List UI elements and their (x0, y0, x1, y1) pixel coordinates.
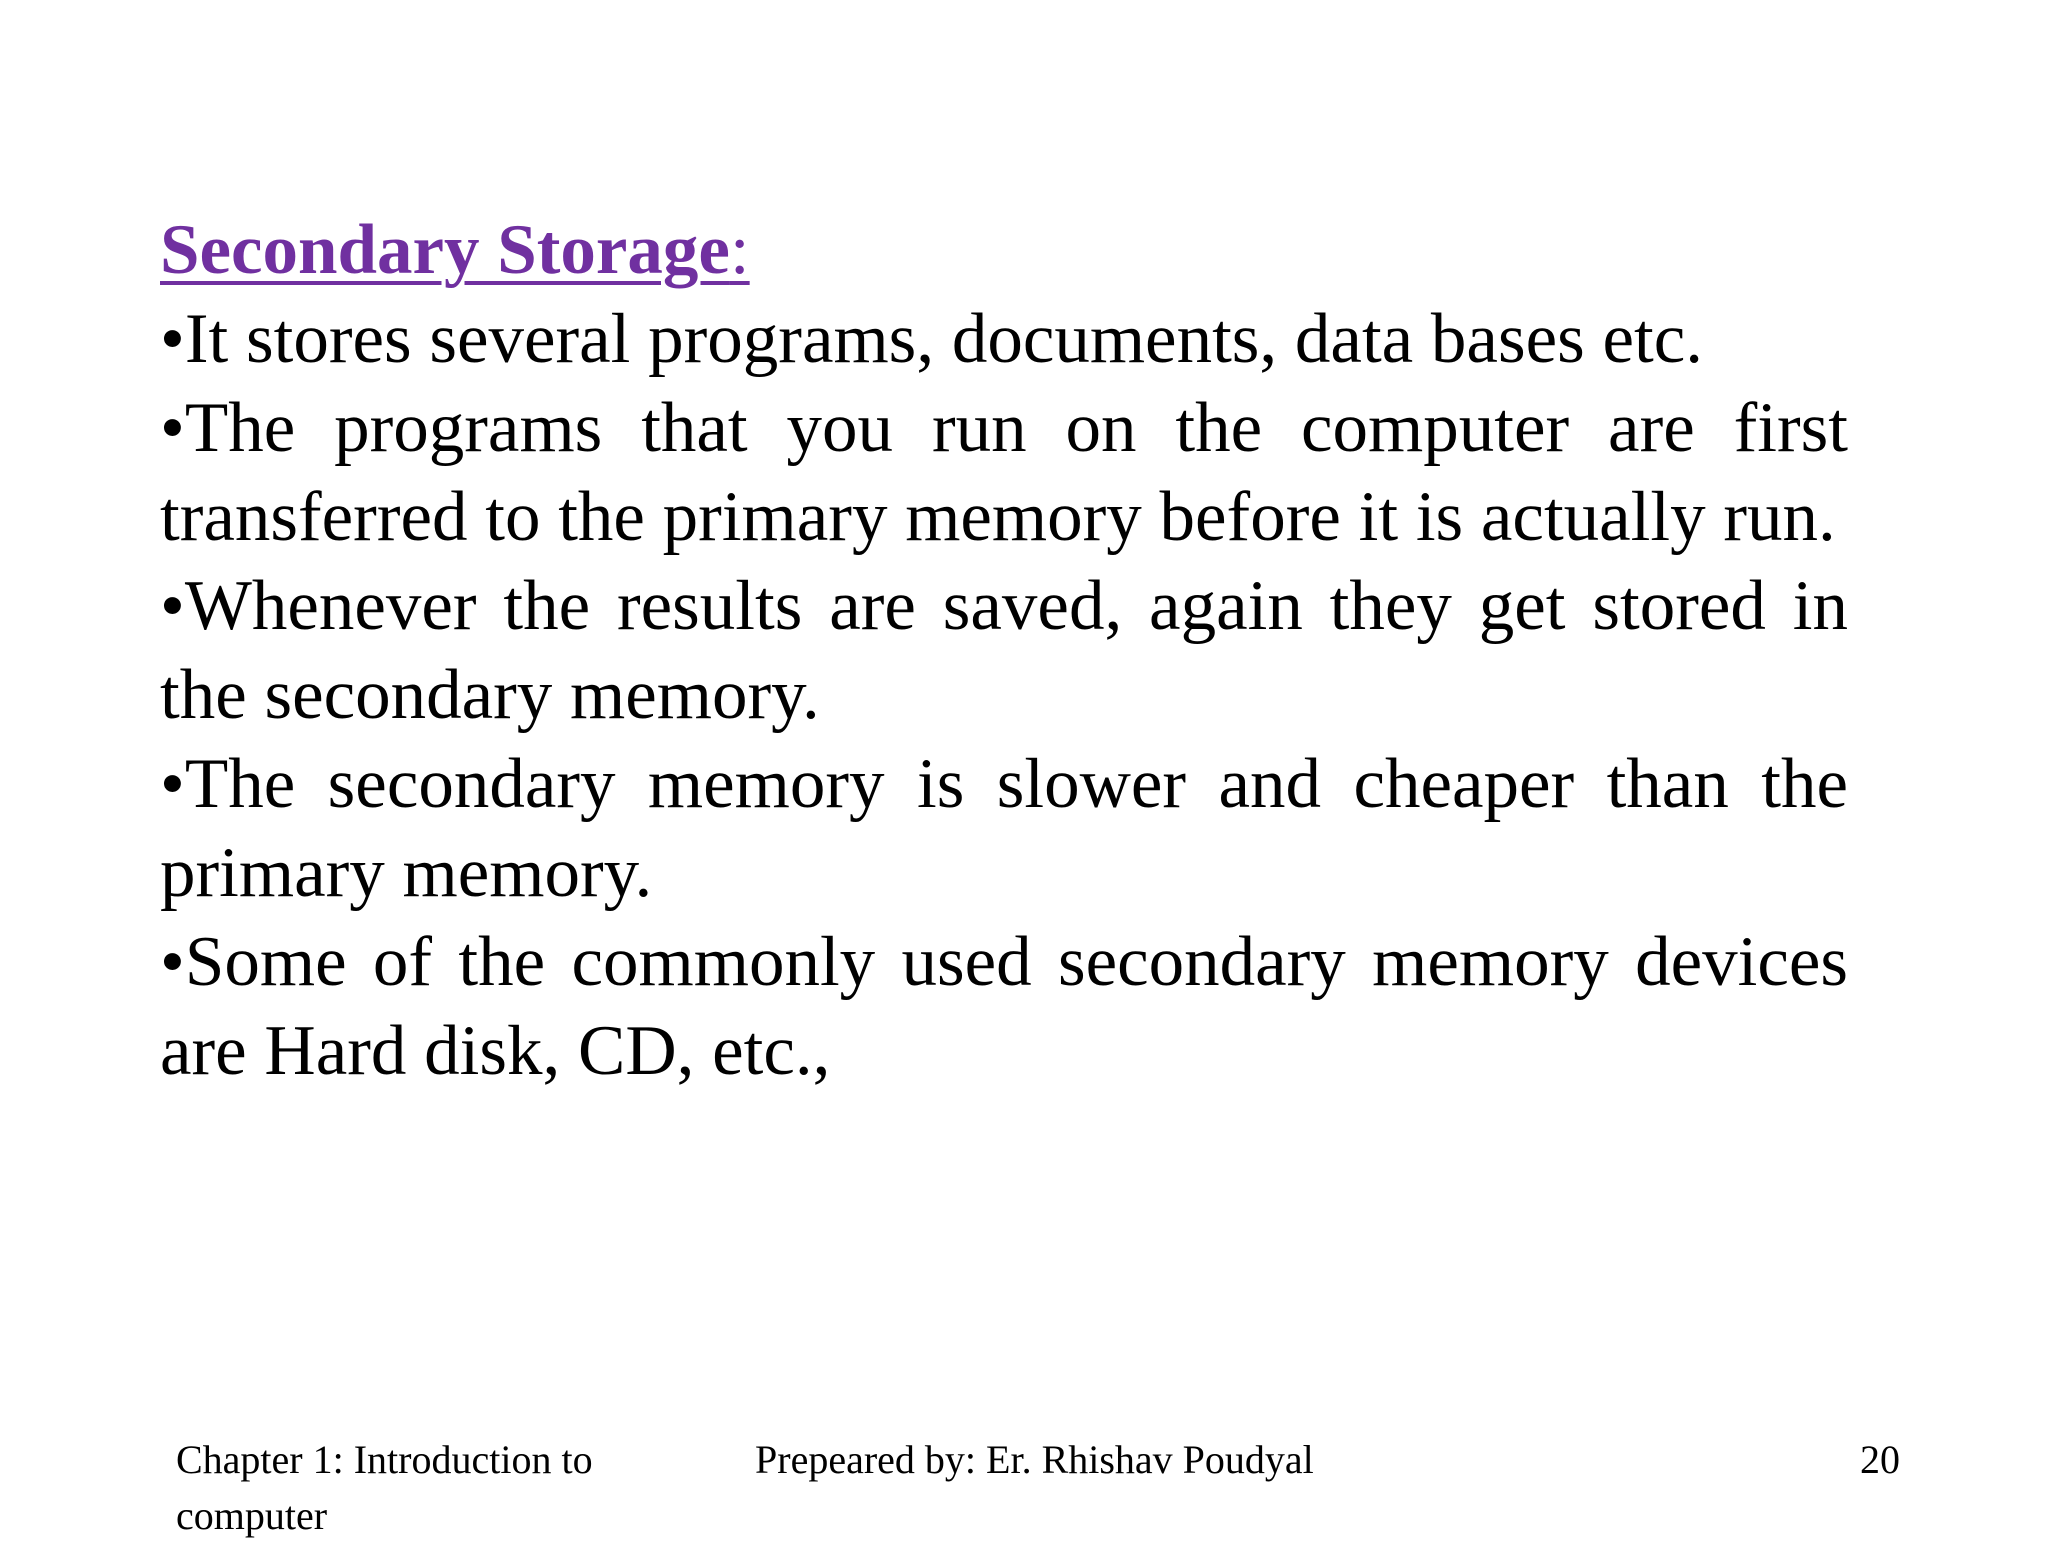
footer-author: Prepeared by: Er. Rhishav Poudyal (755, 1437, 1314, 1482)
footer-chapter: Chapter 1: Introduction to computer (176, 1437, 593, 1538)
bullet-list (160, 295, 1848, 1096)
footer-page-number: 20 (1860, 1437, 1900, 1482)
bullet-item: •Whenever the results are saved, again they get stored in the secondary memory. (160, 567, 1848, 734)
heading-text: Secondary Storage (160, 211, 730, 289)
bullet-item: •Some of the commonly used secondary memory devices are Hard disk, CD, etc., (160, 923, 1848, 1090)
bullet-item: •It stores several programs, documents, data bases etc. (160, 300, 1703, 378)
bullet-item: •The secondary memory is slower and cheaper than the primary memory. (160, 745, 1848, 912)
bullet-item: •The programs that you run on the computer are first transferred to the primary memory before it is actually run. (160, 389, 1848, 556)
slide-heading (160, 206, 1848, 295)
slide-content (160, 206, 1848, 1096)
heading-colon: : (729, 211, 750, 289)
